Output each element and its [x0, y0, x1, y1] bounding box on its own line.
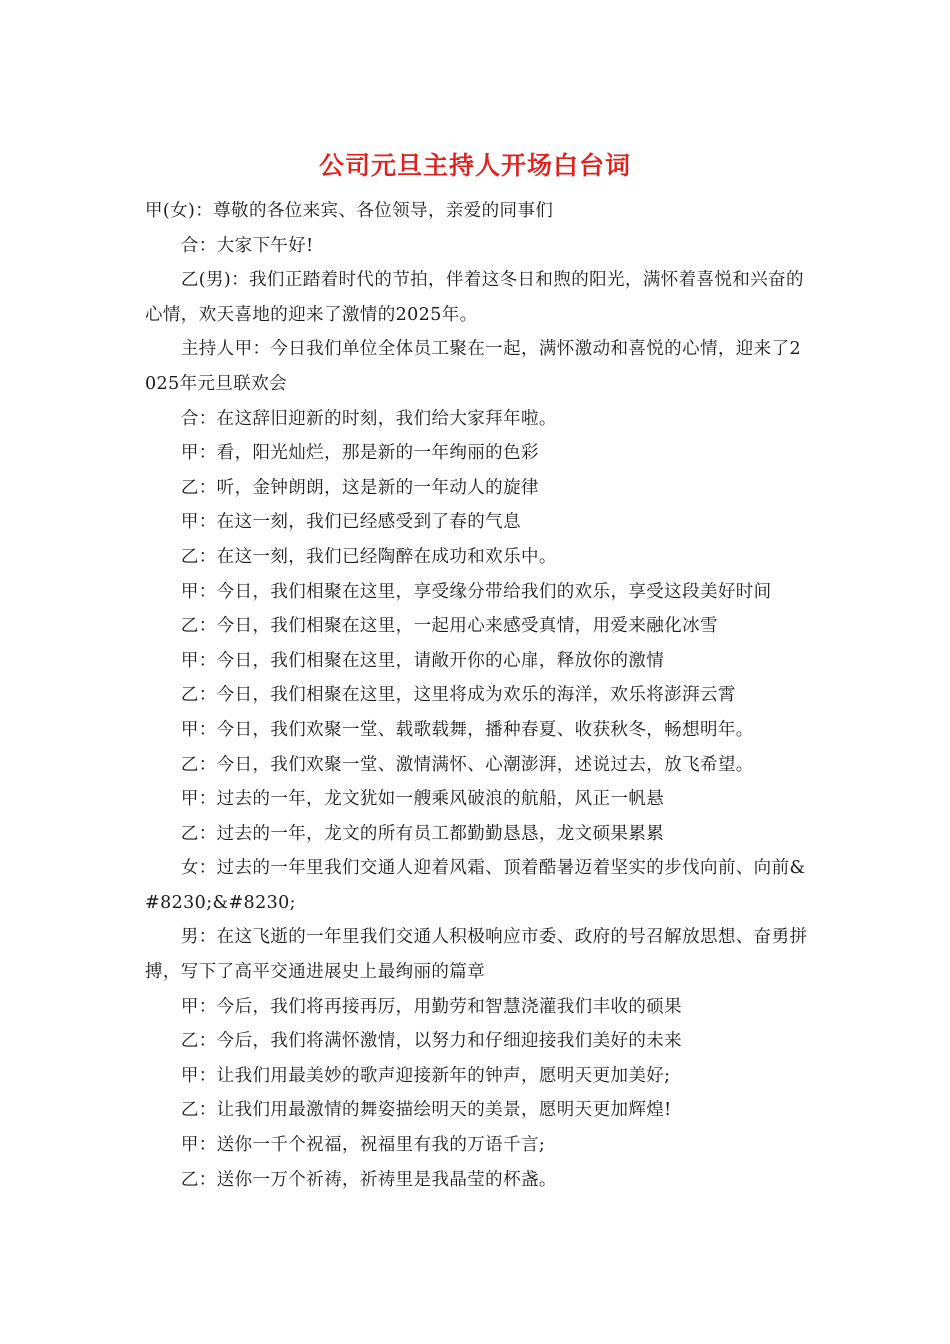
document-body — [145, 194, 810, 1197]
dialogue-line: 甲：让我们用最美妙的歌声迎接新年的钟声，愿明天更加美好; — [180, 1065, 671, 1086]
dialogue-line: 甲：看，阳光灿烂，那是新的一年绚丽的色彩 — [180, 443, 539, 464]
dialogue-line: 乙：送你一万个祈祷，祈祷里是我晶莹的杯盏。 — [180, 1169, 557, 1190]
dialogue-line: 主持人甲：今日我们单位全体员工聚在一起，满怀激动和喜悦的心情，迎来了2025年元旦联欢会 — [145, 339, 802, 394]
dialogue-line: 甲：在这一刻，我们已经感受到了春的气息 — [180, 512, 521, 533]
dialogue-line: 甲：今日，我们相聚在这里，请敞开你的心扉，释放你的激情 — [180, 650, 665, 671]
dialogue-line: 乙：让我们用最激情的舞姿描绘明天的美景，愿明天更加辉煌! — [180, 1100, 672, 1121]
dialogue-line: 甲：今后，我们将再接再厉，用勤劳和智慧浇灌我们丰收的硕果 — [180, 996, 683, 1017]
dialogue-line: 乙：在这一刻，我们已经陶醉在成功和欢乐中。 — [180, 546, 557, 567]
dialogue-line: 合：大家下午好! — [180, 235, 314, 256]
dialogue-line: 合：在这辞旧迎新的时刻，我们给大家拜年啦。 — [180, 408, 557, 429]
dialogue-line: 甲：送你一千个祝福，祝福里有我的万语千言; — [180, 1135, 546, 1156]
dialogue-line: 乙：今日，我们相聚在这里，一起用心来感受真情，用爱来融化冰雪 — [180, 616, 718, 637]
dialogue-line: 甲：过去的一年，龙文犹如一艘乘风破浪的航船，风正一帆悬 — [180, 789, 665, 810]
dialogue-line: 乙：今日，我们相聚在这里，这里将成为欢乐的海洋，欢乐将澎湃云霄 — [180, 685, 736, 706]
dialogue-line: 乙(男)：我们正踏着时代的节拍，伴着这冬日和煦的阳光，满怀着喜悦和兴奋的心情，欢天喜地的迎来了激情的2025年。 — [145, 270, 804, 325]
dialogue-line: 乙：听，金钟朗朗，这是新的一年动人的旋律 — [180, 477, 539, 498]
dialogue-line: 乙：今后，我们将满怀激情，以努力和仔细迎接我们美好的未来 — [180, 1031, 683, 1052]
dialogue-line: 乙：过去的一年，龙文的所有员工都勤勤恳恳，龙文硕果累累 — [180, 823, 665, 844]
document-title: 公司元旦主持人开场白台词 — [318, 151, 631, 180]
dialogue-line: 甲(女)：尊敬的各位来宾、各位领导，亲爱的同事们 — [145, 201, 554, 221]
dialogue-line: 甲：今日，我们欢聚一堂、载歌载舞，播种春夏、收获秋冬，畅想明年。 — [180, 719, 754, 740]
dialogue-line: 女：过去的一年里我们交通人迎着风霜、顶着酷暑迈着坚实的步伐向前、向前&#8230;&#8230; — [145, 858, 806, 913]
dialogue-line: 乙：今日，我们欢聚一堂、激情满怀、心潮澎湃，述说过去，放飞希望。 — [180, 754, 754, 775]
dialogue-line: 男：在这飞逝的一年里我们交通人积极响应市委、政府的号召解放思想、奋勇拼搏，写下了高平交通进展史上最绚丽的篇章 — [145, 927, 808, 983]
dialogue-line: 甲：今日，我们相聚在这里，享受缘分带给我们的欢乐，享受这段美好时间 — [180, 581, 772, 602]
